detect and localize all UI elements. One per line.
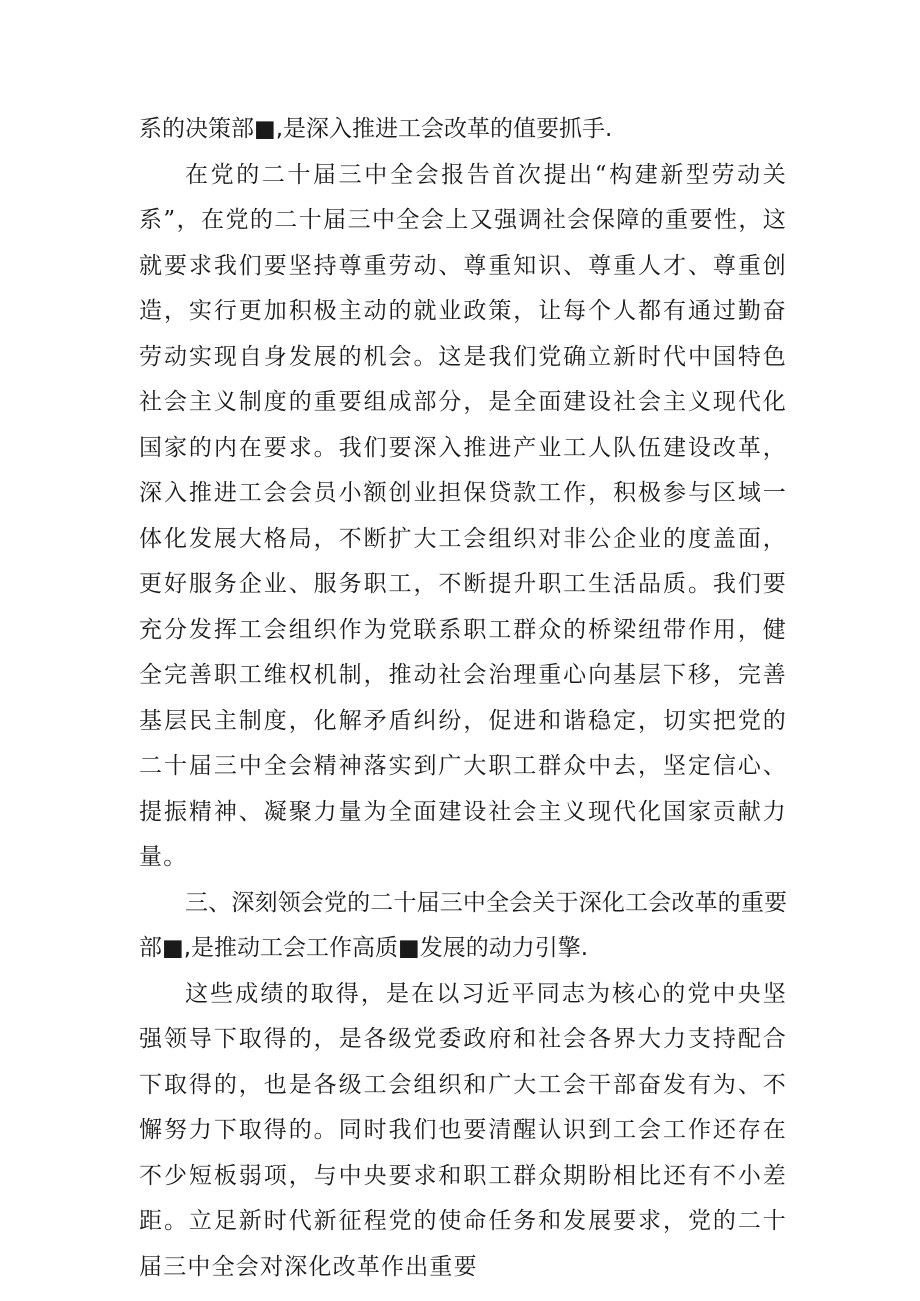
document-body — [139, 107, 787, 1290]
fragment-heading: 系的决策部■,是深入推进工会改革的值要抓手. — [139, 116, 613, 142]
section-3-heading: 三、深刻领会党的二十届三中全会关于深化工会改革的重要部■,是推动工会工作高质■发展的动力引擎. — [139, 889, 787, 961]
paragraph-achievements: 这些成绩的取得，是在以习近平同志为核心的党中央坚强领导下取得的，是各级党委政府和社会各界大力支持配合下取得的，也是各级工会组织和广大工会干部奋发有为、不懈努力下取得的。同时我们也要清醒认识到工会工作还存在不少短板弱项，与中央要求和职工群众期盼相比还有不小差距。立足新时代新征程党的使命任务和发展要求，党的二十届三中全会对深化改革作出重要 — [139, 980, 787, 1280]
paragraph-new-labor-relations: 在党的二十届三中全会报告首次提出“构建新型劳动关系”，在党的二十届三中全会上又强调社会保障的重要性，这就要求我们要坚持尊重劳动、尊重知识、尊重人才、尊重创造，实行更加积极主动的就业政策，让每个人都有通过勤奋劳动实现自身发展的机会。这是我们党确立新时代中国特色社会主义制度的重要组成部分，是全面建设社会主义现代化国家的内在要求。我们要深入推进产业工人队伍建设改革，深入推进工会会员小额创业担保贷款工作，积极参与区域一体化发展大格局，不断扩大工会组织对非公企业的度盖面，更好服务企业、服务职工，不断提升职工生活品质。我们要充分发挥工会组织作为党联系职工群众的桥梁纽带作用，健全完善职工维权机制，推动社会治理重心向基层下移，完善基层民主制度，化解矛盾纠纷，促进和谐稳定，切实把党的二十届三中全会精神落实到广大职工群众中去，坚定信心、提振精神、凝聚力量为全面建设社会主义现代化国家贡献力量。 — [139, 161, 787, 870]
